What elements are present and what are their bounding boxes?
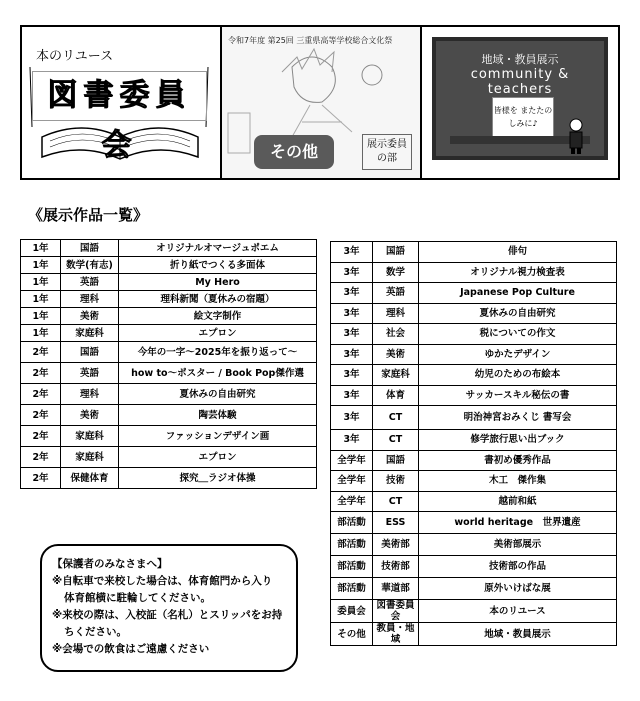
cell-title: 本のリユース [419,600,617,623]
cell-title: 越前和紙 [419,491,617,512]
cell-title: サッカースキル秘伝の書 [419,385,617,406]
table-row [21,342,317,363]
table-row [21,257,317,274]
person-icon [566,118,586,154]
cell-title: how to～ポスター / Book Pop傑作選 [119,363,317,384]
cell-subject: 美術 [61,405,119,426]
cell-year: 部活動 [331,578,373,600]
cell-subject: 体育 [373,385,419,406]
cell-subject: 保健体育 [61,468,119,489]
table-row [331,534,617,556]
table-row [331,491,617,512]
cell-year: 2年 [21,426,61,447]
cell-title: 技術部の作品 [419,556,617,578]
library-committee-image [22,27,222,178]
cell-subject: 理科 [61,291,119,308]
cell-title: 明治神宮おみくじ 書写会 [419,406,617,430]
table-row [331,324,617,345]
cell-year: 全学年 [331,491,373,512]
cell-title: ファッションデザイン画 [119,426,317,447]
cell-year: 3年 [331,385,373,406]
cell-subject: CT [373,406,419,430]
table-row [331,471,617,492]
cell-subject: 数学 [373,262,419,283]
table-row [331,303,617,324]
cell-subject: 家庭科 [61,325,119,342]
cell-title: 今年の一字～2025年を振り返って～ [119,342,317,363]
table-row [331,385,617,406]
exhibit-table-left [20,239,317,489]
table-row [331,578,617,600]
cell-year: 2年 [21,405,61,426]
cell-title: 税についての作文 [419,324,617,345]
cell-year: 3年 [331,283,373,304]
cell-subject: 美術 [61,308,119,325]
table-row [21,363,317,384]
cell-title: 美術部展示 [419,534,617,556]
cell-subject: 家庭科 [373,365,419,386]
cell-title: 木工 傑作集 [419,471,617,492]
cell-subject: 国語 [373,242,419,263]
notice-line3: ※会場での飲食はご遠慮ください [52,643,210,655]
cell-year: 部活動 [331,556,373,578]
cell-year: 2年 [21,342,61,363]
cell-subject: 理科 [373,303,419,324]
notice-line1b: 体育館横に駐輪してください。 [64,592,211,604]
table-row [21,325,317,342]
cell-title: 絵文字制作 [119,308,317,325]
cell-title: My Hero [119,274,317,291]
cell-subject: 図書委員会 [373,600,419,623]
cell-title: 理科新聞（夏休みの宿題） [119,291,317,308]
board-sign: 皆様を またたのしみに♪ [492,97,554,139]
cell-title: 陶芸体験 [119,405,317,426]
table-row [331,365,617,386]
table-row [331,262,617,283]
cell-title: オリジナル視力検査表 [419,262,617,283]
cell-year: 3年 [331,262,373,283]
cell-year: 2年 [21,363,61,384]
table-row [331,242,617,263]
table-row [331,283,617,304]
cell-subject: 技術 [373,471,419,492]
chalkboard [432,37,608,160]
table-row [21,274,317,291]
cell-year: 1年 [21,274,61,291]
cell-subject: 家庭科 [61,426,119,447]
cell-title: 書初め優秀作品 [419,450,617,471]
cell-subject: 教員・地域 [373,623,419,646]
table-row [21,426,317,447]
cell-year: 委員会 [331,600,373,623]
cell-title: ゆかたデザイン [419,344,617,365]
table-row [21,240,317,257]
notice-line2b: ちください。 [64,626,127,638]
notice-line1: ※自転車で来校した場合は、体育館門から入り [52,575,273,587]
cell-subject: 英語 [61,274,119,291]
cell-year: 2年 [21,447,61,468]
notice-title: 【保護者のみなさまへ】 [52,558,168,570]
panel1-title: 図書委員会 [47,78,192,163]
cell-subject: 数学(有志) [61,257,119,274]
panel1-caption: 本のリユース [36,49,114,64]
cell-subject: 美術部 [373,534,419,556]
exhibit-stamp: 展示委員の部 [362,134,412,170]
table-row [331,430,617,451]
table-row [21,291,317,308]
table-row [331,556,617,578]
exhibit-table-right [330,241,617,646]
table-row [21,468,317,489]
table-row [21,384,317,405]
cell-title: エプロン [119,325,317,342]
table-row [331,406,617,430]
cell-year: 部活動 [331,512,373,534]
table-row [21,405,317,426]
cell-year: 1年 [21,240,61,257]
cell-title: 原外いけばな展 [419,578,617,600]
cell-title: 地域・教員展示 [419,623,617,646]
cell-title: 夏休みの自由研究 [119,384,317,405]
cell-year: 全学年 [331,450,373,471]
cell-year: 全学年 [331,471,373,492]
table-row [331,512,617,534]
cell-title: 修学旅行思い出ブック [419,430,617,451]
cell-subject: 美術 [373,344,419,365]
cell-year: 3年 [331,365,373,386]
table-row [331,450,617,471]
cell-title: 俳句 [419,242,617,263]
parents-notice [40,544,298,672]
exhibit-list-heading: 《展示作品一覧》 [28,206,149,224]
cell-subject: 英語 [61,363,119,384]
cell-year: 3年 [331,324,373,345]
other-badge: その他 [254,135,334,169]
cell-subject: CT [373,491,419,512]
cell-year: 部活動 [331,534,373,556]
notice-line2: ※来校の際は、入校証（名札）とスリッパをお持 [52,609,283,621]
other-category-image [222,27,422,178]
cell-subject: 華道部 [373,578,419,600]
cell-subject: 国語 [373,450,419,471]
cell-year: その他 [331,623,373,646]
cell-title: 幼児のための布絵本 [419,365,617,386]
cell-subject: 国語 [61,240,119,257]
cell-subject: 国語 [61,342,119,363]
cell-title: Japanese Pop Culture [419,283,617,304]
cell-title: world heritage 世界遺産 [419,512,617,534]
cell-subject: 社会 [373,324,419,345]
community-teachers-image [422,27,618,178]
cell-year: 1年 [21,257,61,274]
panel2-caption: 令和7年度 第25回 三重県高等学校総合文化祭 [228,36,393,45]
table-row [331,623,617,646]
cell-title: 折り紙でつくる多面体 [119,257,317,274]
cell-year: 3年 [331,406,373,430]
cell-year: 2年 [21,384,61,405]
cell-title: 探究＿ラジオ体操 [119,468,317,489]
cell-year: 1年 [21,325,61,342]
cell-subject: 家庭科 [61,447,119,468]
cell-year: 2年 [21,468,61,489]
cell-year: 3年 [331,430,373,451]
table-row [21,447,317,468]
cell-year: 3年 [331,303,373,324]
cell-year: 1年 [21,291,61,308]
cell-title: 夏休みの自由研究 [419,303,617,324]
cell-year: 1年 [21,308,61,325]
cell-subject: CT [373,430,419,451]
cell-year: 3年 [331,242,373,263]
cell-subject: 技術部 [373,556,419,578]
cell-subject: ESS [373,512,419,534]
table-row [331,600,617,623]
cell-subject: 英語 [373,283,419,304]
cell-title: オリジナルオマージュポエム [119,240,317,257]
board-line2: community & teachers [470,67,570,97]
table-row [21,308,317,325]
table-row [331,344,617,365]
board-line1: 地域・教員展示 [481,53,559,66]
cell-title: エプロン [119,447,317,468]
cell-subject: 理科 [61,384,119,405]
photo-strip [20,25,620,180]
cell-year: 3年 [331,344,373,365]
